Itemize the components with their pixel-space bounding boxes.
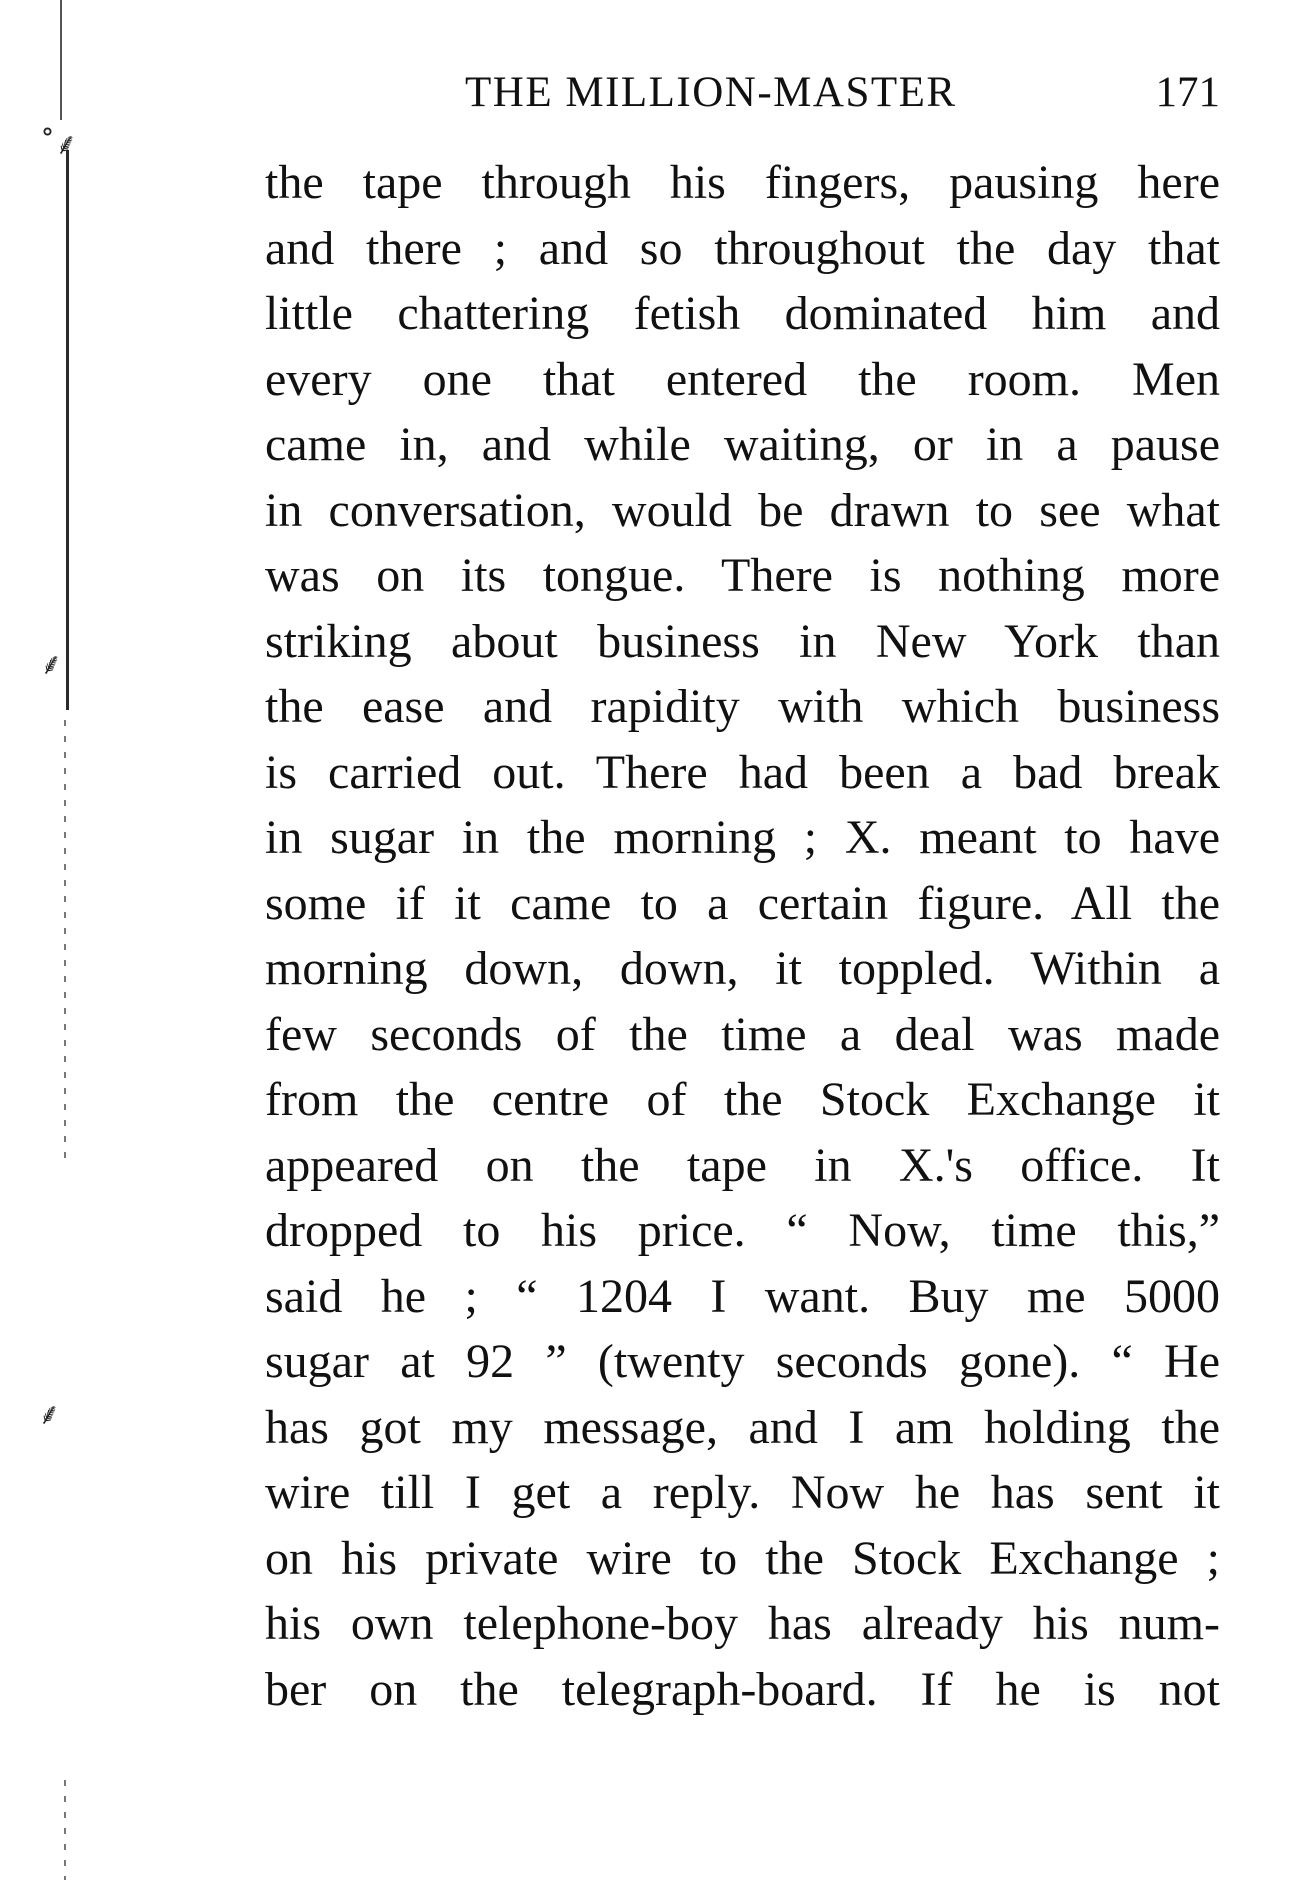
text-line: every one that entered the room. Men [265, 352, 1220, 406]
text-line: appeared on the tape in X.'s office. It [265, 1138, 1220, 1192]
margin-specks-1: ˚⸙ [40, 127, 78, 162]
text-line: on his private wire to the Stock Exchange ; [265, 1531, 1220, 1585]
text-line: the tape through his fingers, pausing here [265, 156, 1220, 209]
text-line: sugar at 92 ” (twenty seconds gone). “ He [265, 1335, 1220, 1388]
text-line: wire till I get a reply. Now he has sent it [265, 1466, 1220, 1519]
text-line: ber on the telegraph-board. If he is not [265, 1662, 1220, 1716]
text-line: dropped to his price. “ Now, time this,” [265, 1204, 1220, 1257]
text-line: and there ; and so throughout the day that [265, 221, 1220, 275]
binding-dotted-line-bottom [64, 1780, 66, 1880]
binding-edge-line [60, 0, 62, 120]
text-line: some if it came to a certain figure. All the [265, 876, 1220, 930]
text-line: few seconds of the time a deal was made [265, 1007, 1220, 1061]
text-line: from the centre of the Stock Exchange it [265, 1073, 1220, 1126]
binding-margin-line [66, 150, 69, 710]
binding-dotted-line [64, 720, 66, 1160]
running-head-title: THE MILLION-MASTER [465, 69, 957, 116]
text-line: little chattering fetish dominated him and [265, 287, 1220, 340]
text-line: in conversation, would be drawn to see what [265, 483, 1220, 537]
text-line: in sugar in the morning ; X. meant to have [265, 811, 1220, 864]
text-line: morning down, down, it toppled. Within a [265, 942, 1220, 995]
text-line: was on its tongue. There is nothing more [265, 549, 1220, 602]
text-line: his own telephone-boy has already his num- [265, 1597, 1220, 1650]
text-line: is carried out. There had been a bad break [265, 745, 1220, 799]
margin-specks-3: ⸙ [38, 1397, 61, 1432]
text-line: came in, and while waiting, or in a pause [265, 418, 1220, 471]
body-text [265, 150, 1220, 1722]
text-line: has got my message, and I am holding the [265, 1400, 1220, 1454]
text-line: the ease and rapidity with which business [265, 680, 1220, 733]
running-head [265, 68, 1220, 128]
text-line: striking about business in New York than [265, 614, 1220, 668]
text-line: said he ; “ 1204 I want. Buy me 5000 [265, 1269, 1220, 1323]
margin-specks-2: ⸙ [40, 647, 63, 682]
page-number: 171 [1155, 69, 1220, 116]
